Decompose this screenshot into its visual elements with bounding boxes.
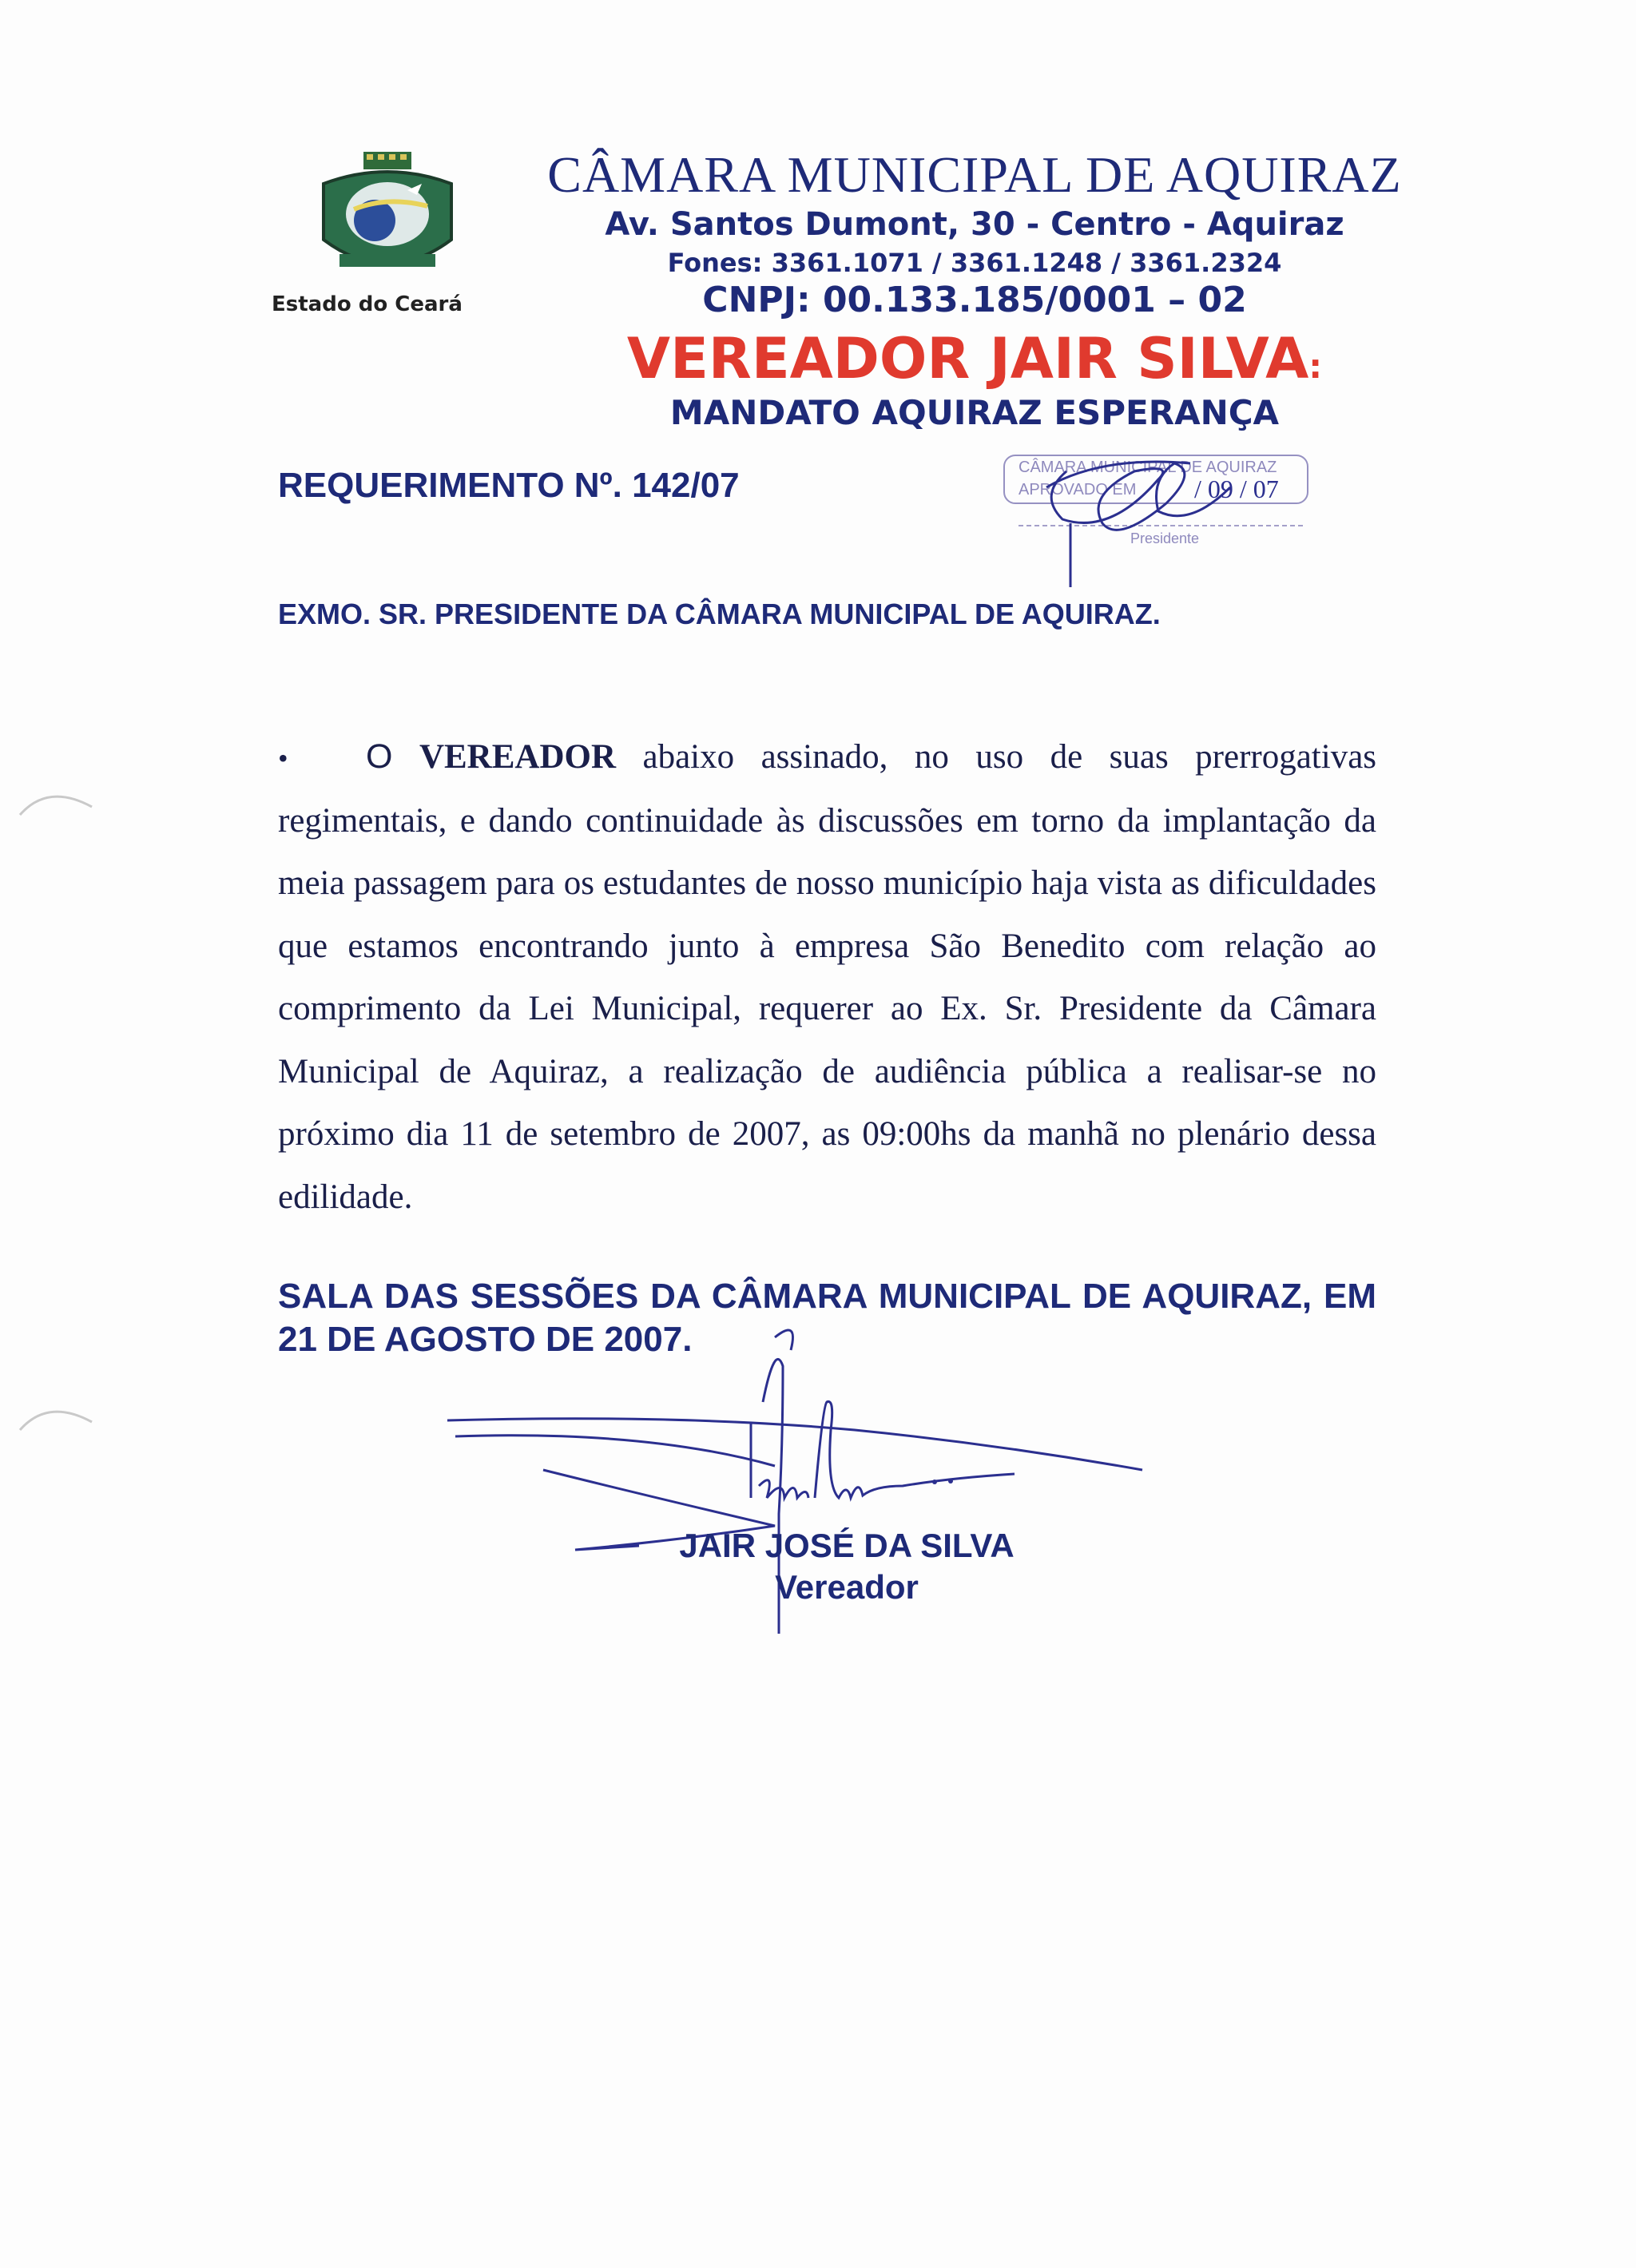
municipal-coat-of-arms-icon (308, 152, 467, 288)
stamp-date: / 09 / 07 (1194, 475, 1279, 503)
stamp-initials (991, 447, 1326, 591)
bullet-glyph: • (278, 742, 288, 774)
stamp-line-3: Presidente (1130, 530, 1200, 546)
body-rest: abaixo assinado, no uso de suas prerrogativas regimentais, e dando continuidade às discussões em torno da implantação da meia passagem para os estudantes de nosso município haja vista as dificuldades que estamos encontrando junto à empresa São Benedito com relação ao comprimento da Lei Municipal, requerer ao Ex. Sr. Presidente da Câmara Municipal de Aquiraz, a realização de audiência pública a realisar-se no próximo dia 11 de setembro de 2007, as 09:00hs da manhã no plenário dessa edilidade. (278, 738, 1377, 1216)
councilman-name: VEREADOR JAIR SILVA (626, 326, 1309, 391)
stamp-line-1: CÂMARA MUNICIPAL DE AQUIRAZ (1019, 459, 1277, 476)
address-line: Av. Santos Dumont, 30 - Centro - Aquiraz (605, 206, 1344, 243)
salutation: EXMO. SR. PRESIDENTE DA CÂMARA MUNICIPAL DE AQUIRAZ. (278, 598, 1161, 630)
request-number: REQUERIMENTO Nº. 142/07 (278, 466, 740, 505)
phone-line: Fones: 3361.1071 / 3361.1248 / 3361.2324 (667, 248, 1282, 278)
councilman-heading (447, 326, 1502, 391)
body-bold: VEREADOR (419, 738, 617, 776)
request-body (278, 725, 1376, 1229)
stamp-line-2: APROVADO EM (1019, 481, 1137, 498)
cnpj-line: CNPJ: 00.133.185/0001 – 02 (702, 280, 1247, 320)
institution-title: CÂMARA MUNICIPAL DE AQUIRAZ (547, 146, 1402, 203)
signer-role: Vereador (775, 1568, 919, 1606)
signer-name: JAIR JOSÉ DA SILVA (679, 1527, 1015, 1564)
punch-hole-mark (16, 783, 96, 831)
body-lead: O (366, 737, 393, 776)
punch-hole-mark (16, 1398, 96, 1446)
closing-line: SALA DAS SESSÕES DA CÂMARA MUNICIPAL DE AQUIRAZ, EM 21 DE AGOSTO DE 2007. (278, 1277, 1376, 1359)
signer-block (639, 1525, 1054, 1608)
state-caption: Estado do Ceará (272, 292, 463, 316)
councilman-colon: : (1308, 347, 1323, 386)
mandate-line: MANDATO AQUIRAZ ESPERANÇA (669, 393, 1280, 432)
